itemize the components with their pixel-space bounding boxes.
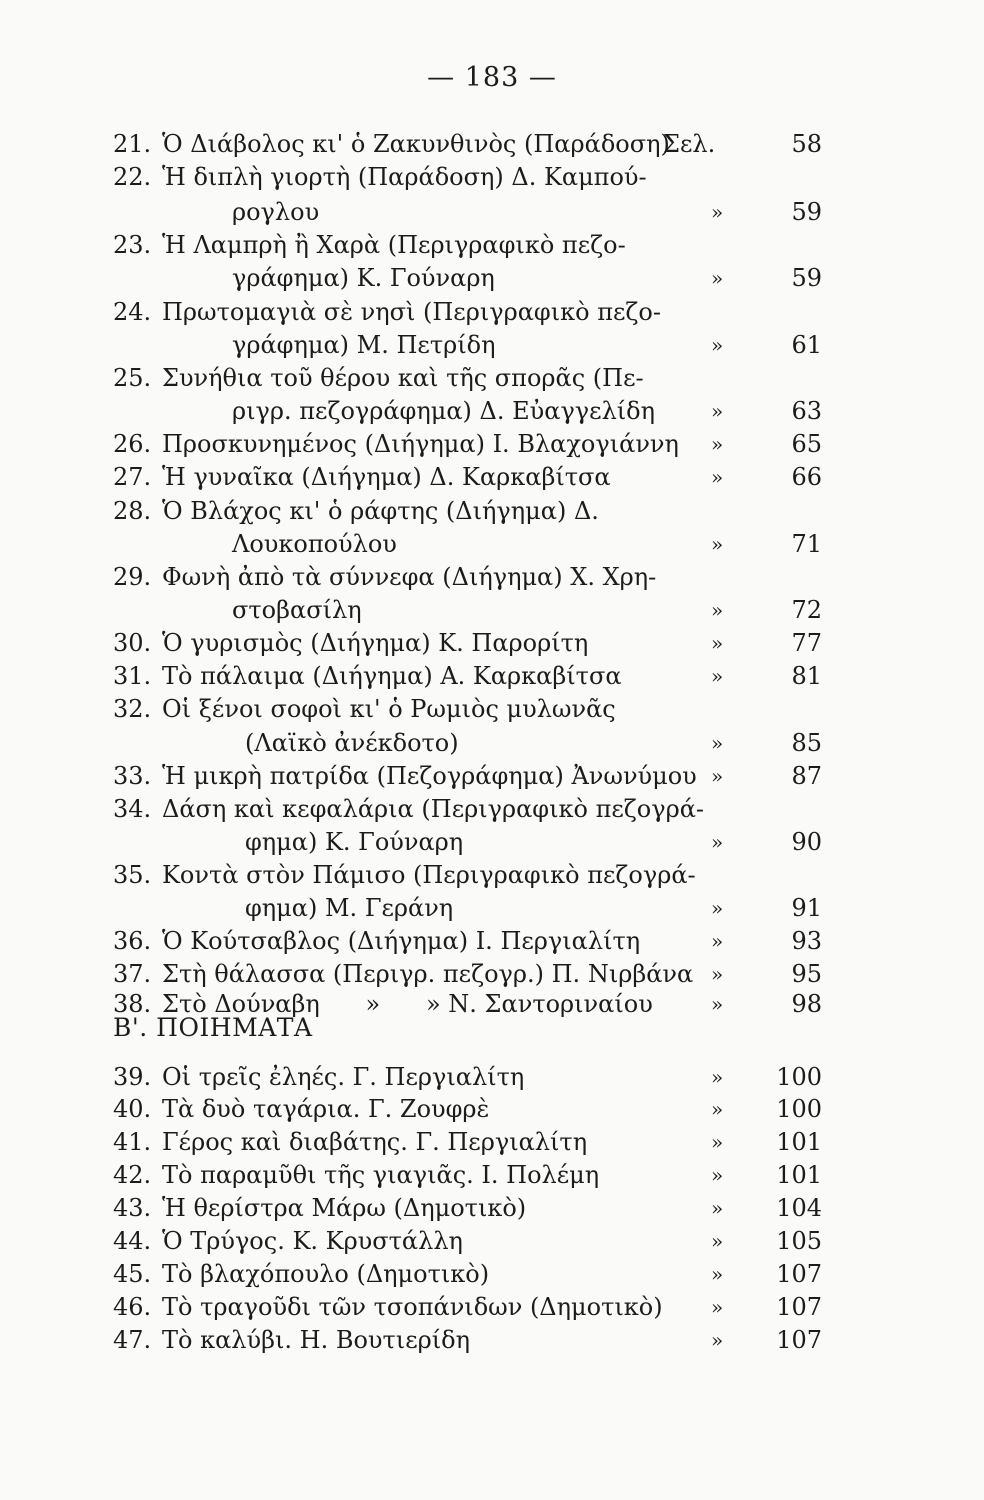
toc-entry-39 [0,1059,984,1095]
entry-title: Ἡ θερίστρα Μάρω (Δημοτικὸ) [162,1194,527,1222]
entry-page: 71 [791,530,822,558]
entry-title: Ὁ Κούτσαβλος (Διήγημα) Ι. Περγιαλίτη [162,927,641,955]
entry-number: 46. [113,1293,152,1321]
entry-number: 31. [113,662,152,690]
toc-entry-44 [0,1223,984,1259]
entry-page: 93 [791,927,822,955]
toc-entry-42 [0,1157,984,1193]
entry-number: 34. [113,795,152,823]
toc-entry-21 [0,126,984,162]
entry-title-continued: γράφημα) Κ. Γούναρη [232,264,495,292]
toc-entry-23 [0,227,984,263]
entry-page: 61 [791,331,822,359]
ditto-mark: » [711,992,724,1016]
toc-entry-41 [0,1124,984,1160]
toc-entry-45 [0,1256,984,1292]
entry-page: 58 [791,130,822,158]
ditto-mark: » [711,1130,724,1154]
entry-page: 105 [776,1227,822,1255]
entry-page: 90 [791,828,822,856]
ditto-mark: » [711,532,724,556]
ditto-mark: » [711,1262,724,1286]
ditto-mark: » [711,598,724,622]
toc-entry-25 [0,360,984,396]
entry-number: 30. [113,629,152,657]
entry-title: Ἡ γυναῖκα (Διήγημα) Δ. Καρκαβίτσα [162,463,611,491]
entry-number: 41. [113,1128,152,1156]
entry-page: 85 [791,729,822,757]
ditto-mark: » [711,399,724,423]
ditto-mark: » [711,731,724,755]
entry-number: 22. [113,163,152,191]
entry-page: 101 [776,1128,822,1156]
entry-number: 43. [113,1194,152,1222]
toc-entry-22-cont [0,194,984,230]
toc-entry-24 [0,294,984,330]
ditto-mark: » [711,1328,724,1352]
entry-title: Στὸ Δούναβη » » Ν. Σαντοριναίου [162,990,653,1018]
entry-title: Τὸ παραμῦθι τῆς γιαγιᾶς. Ι. Πολέμη [162,1161,600,1189]
ditto-mark: » [711,465,724,489]
entry-title: Τὰ δυὸ ταγάρια. Γ. Ζουφρὲ [162,1095,490,1123]
entry-title-continued: ρογλου [232,198,320,226]
entry-title: Πρωτομαγιὰ σὲ νησὶ (Περιγραφικὸ πεζο- [162,298,661,326]
toc-entry-43 [0,1190,984,1226]
entry-number: 24. [113,298,152,326]
toc-entry-34 [0,791,984,827]
entry-title: Συνήθια τοῦ θέρου καὶ τῆς σπορᾶς (Πε- [162,364,644,392]
entry-page: 101 [776,1161,822,1189]
entry-number: 21. [113,130,152,158]
entry-number: 28. [113,497,152,525]
toc-entry-35 [0,857,984,893]
entry-number: 36. [113,927,152,955]
entry-title-continued: γράφημα) Μ. Πετρίδη [232,331,496,359]
entry-title: Τὸ τραγοῦδι τῶν τσοπάνιδων (Δημοτικὸ) [162,1293,663,1321]
entry-page: 104 [776,1194,822,1222]
entry-title: Στὴ θάλασσα (Περιγρ. πεζογρ.) Π. Νιρβάνα [162,960,694,988]
entry-page: 91 [791,894,822,922]
ditto-mark: » [711,432,724,456]
ditto-mark: » [711,830,724,854]
entry-title: Φωνὴ ἀπὸ τὰ σύννεφα (Διήγημα) Χ. Χρη- [162,563,657,591]
toc-entry-40 [0,1091,984,1127]
ditto-mark: » [711,200,724,224]
entry-number: 38. [113,990,152,1018]
entry-page: 65 [791,430,822,458]
entry-title-continued: Λουκοπούλου [232,530,397,558]
entry-number: 32. [113,695,152,723]
entry-number: 42. [113,1161,152,1189]
entry-page: 59 [791,264,822,292]
entry-title-continued: φημα) Μ. Γεράνη [245,894,454,922]
entry-title: Τὸ καλύβι. Η. Βουτιερίδη [162,1326,470,1354]
toc-entry-22 [0,159,984,195]
entry-number: 25. [113,364,152,392]
toc-entry-32 [0,691,984,727]
toc-entry-27 [0,459,984,495]
entry-title: Ὁ Διάβολος κι' ὁ Ζακυνθινὸς (Παράδοση) [162,130,670,158]
ditto-mark: » [711,631,724,655]
entry-title: Δάση καὶ κεφαλάρια (Περιγραφικὸ πεζογρά- [162,795,705,823]
entry-title: Ὁ Βλάχος κι' ὁ ράφτης (Διήγημα) Δ. [162,497,599,525]
entry-title: Γέρος καὶ διαβάτης. Γ. Περγιαλίτη [162,1128,588,1156]
ditto-mark: » [711,1196,724,1220]
ditto-mark: » [711,333,724,357]
toc-entry-31 [0,658,984,694]
entry-page: 98 [791,990,822,1018]
toc-entry-28-cont [0,526,984,562]
entry-page: 63 [791,397,822,425]
entry-page: 87 [791,762,822,790]
ditto-mark: » [711,1163,724,1187]
entry-page: 59 [791,198,822,226]
entry-title-continued: ριγρ. πεζογράφημα) Δ. Εὐαγγελίδη [232,397,656,425]
ditto-mark: » [711,1295,724,1319]
entry-title: Ὁ γυρισμὸς (Διήγημα) Κ. Παρορίτη [162,629,589,657]
entry-title: Ἡ διπλὴ γιορτὴ (Παράδοση) Δ. Καμπού- [162,163,647,191]
ditto-mark: » [711,764,724,788]
toc-entry-23-cont [0,260,984,296]
toc-entry-25-cont [0,393,984,429]
toc-entry-26 [0,426,984,462]
toc-entry-30 [0,625,984,661]
ditto-mark: » [711,896,724,920]
entry-page: 77 [791,629,822,657]
toc-entry-46 [0,1289,984,1325]
toc-entry-28 [0,493,984,529]
entry-title: Τὸ πάλαιμα (Διήγημα) Α. Καρκαβίτσα [162,662,622,690]
entry-number: 45. [113,1260,152,1288]
page-label: Σελ. [663,130,716,158]
section-heading: B'. ΠΟΙΗΜΑΤΑ [113,1013,313,1042]
entry-title: Ἡ μικρὴ πατρίδα (Πεζογράφημα) Ἀνωνύμου [162,762,697,790]
toc-entry-24-cont [0,327,984,363]
toc-entry-47 [0,1322,984,1358]
entry-title-continued: στοβασίλη [232,596,362,624]
entry-page: 66 [791,463,822,491]
entry-page: 81 [791,662,822,690]
entry-number: 27. [113,463,152,491]
ditto-mark: » [711,962,724,986]
entry-number: 26. [113,430,152,458]
entry-number: 29. [113,563,152,591]
toc-entry-29-cont [0,592,984,628]
entry-number: 37. [113,960,152,988]
toc-entry-36 [0,923,984,959]
entry-page: 107 [776,1326,822,1354]
entry-number: 35. [113,861,152,889]
toc-entry-35-cont [0,890,984,926]
entry-page: 107 [776,1293,822,1321]
entry-title: Κοντὰ στὸν Πάμισο (Περιγραφικὸ πεζογρά- [162,861,696,889]
entry-number: 23. [113,231,152,259]
toc-entry-32-cont [0,725,984,761]
entry-page: 100 [776,1095,822,1123]
entry-number: 44. [113,1227,152,1255]
entry-number: 47. [113,1326,152,1354]
entry-page: 100 [776,1063,822,1091]
entry-page: 107 [776,1260,822,1288]
toc-entry-29 [0,559,984,595]
toc-entry-33 [0,758,984,794]
ditto-mark: » [711,266,724,290]
entry-title: Οἱ τρεῖς ἐληές. Γ. Περγιαλίτη [162,1063,525,1091]
ditto-mark: » [711,664,724,688]
page-number: — 183 — [427,62,557,93]
ditto-mark: » [711,1229,724,1253]
entry-page: 95 [791,960,822,988]
entry-title-continued: (Λαϊκὸ ἀνέκδοτο) [245,729,459,757]
entry-number: 40. [113,1095,152,1123]
entry-title: Ἡ Λαμπρὴ ἢ Χαρὰ (Περιγραφικὸ πεζο- [162,231,626,259]
ditto-mark: » [711,1097,724,1121]
entry-title: Προσκυνημένος (Διήγημα) Ι. Βλαχογιάννη [162,430,679,458]
entry-title: Ὁ Τρύγος. Κ. Κρυστάλλη [162,1227,463,1255]
entry-title: Οἱ ξένοι σοφοὶ κι' ὁ Ρωμιὸς μυλωνᾶς [162,695,616,723]
entry-title-continued: φημα) Κ. Γούναρη [245,828,464,856]
ditto-mark: » [711,1065,724,1089]
entry-number: 33. [113,762,152,790]
ditto-mark: » [711,929,724,953]
entry-page: 72 [791,596,822,624]
entry-number: 39. [113,1063,152,1091]
entry-title: Τὸ βλαχόπουλο (Δημοτικὸ) [162,1260,490,1288]
toc-entry-34-cont [0,824,984,860]
